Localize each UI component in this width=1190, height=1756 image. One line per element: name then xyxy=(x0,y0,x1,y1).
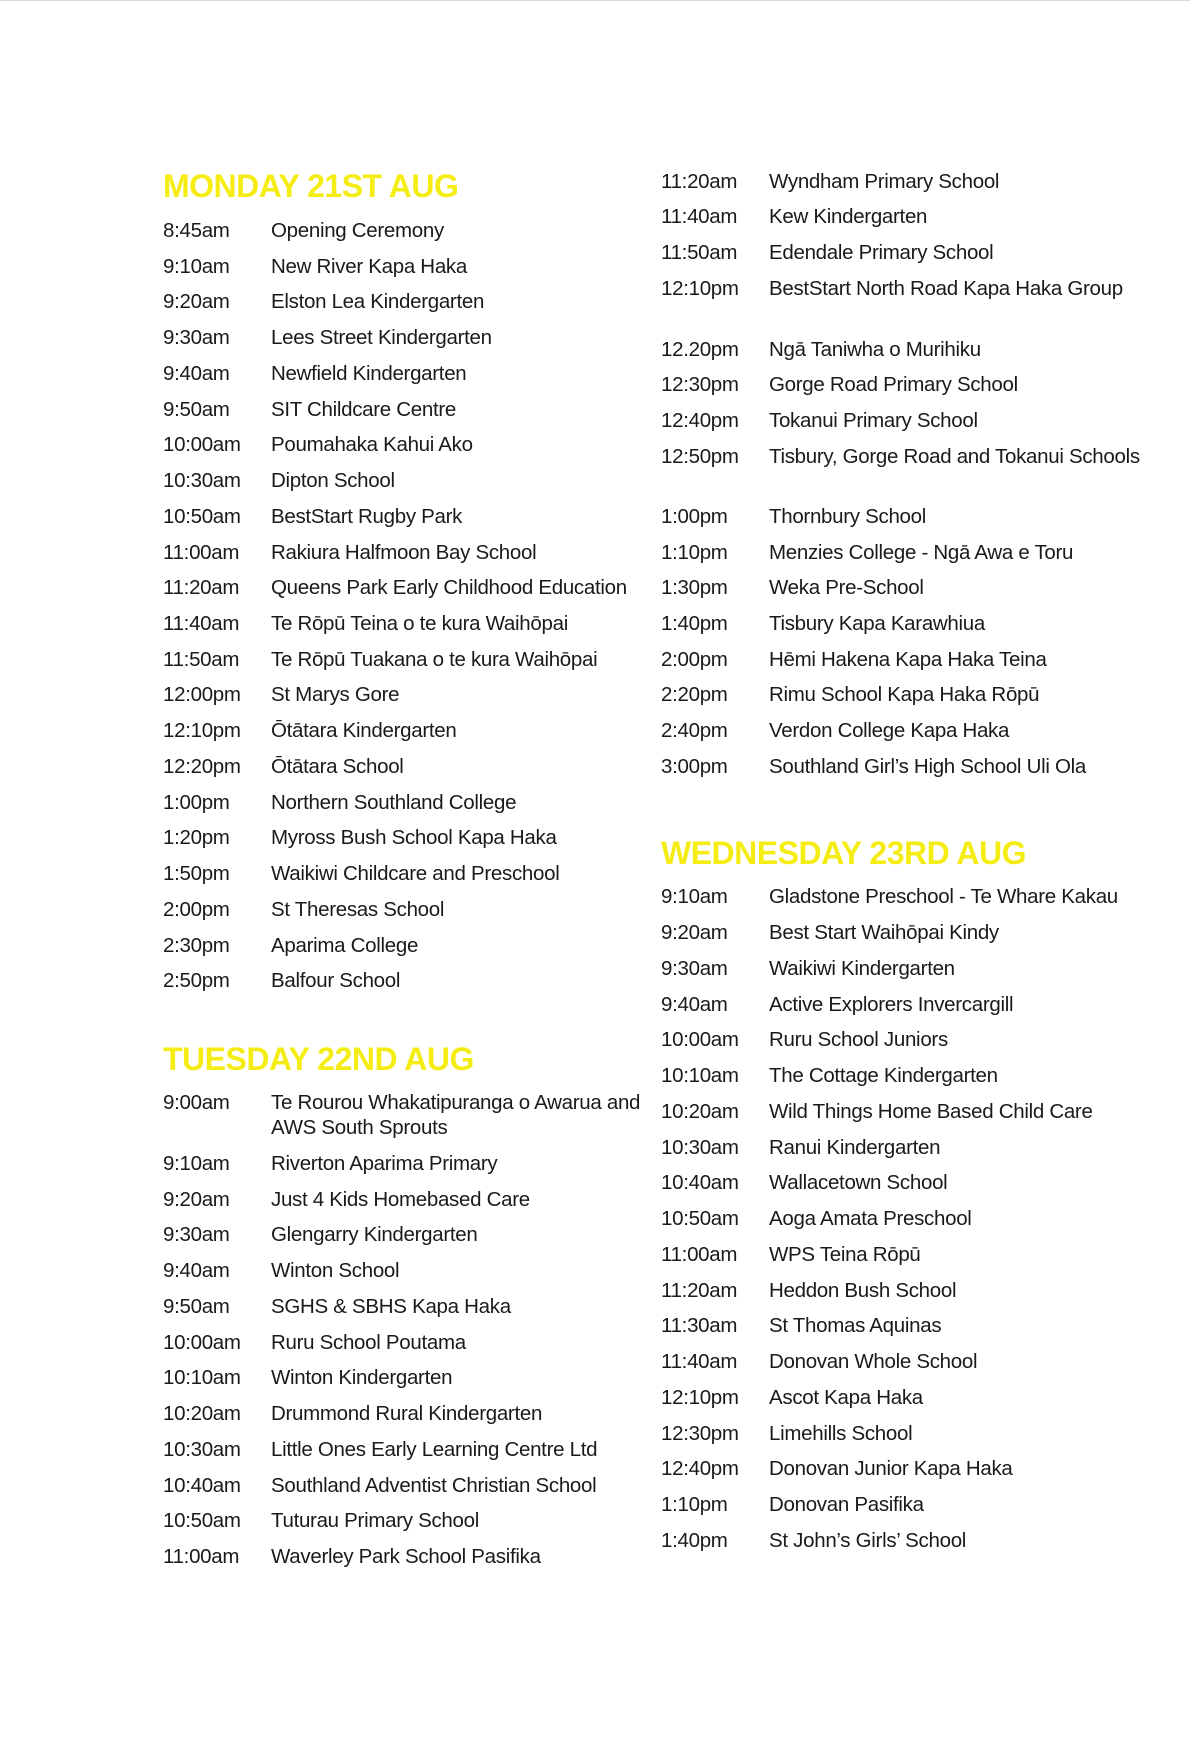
schedule-entry xyxy=(163,1258,641,1283)
entry-name: Edendale Primary School xyxy=(769,241,994,264)
schedule-entry xyxy=(661,1135,1149,1160)
entry-name: SIT Childcare Centre xyxy=(271,398,457,421)
entry-name: Ngā Taniwha o Murihiku xyxy=(769,338,981,361)
entry-time: 2:50pm xyxy=(163,969,230,992)
entry-time: 10:30am xyxy=(661,1136,739,1159)
schedule-entry xyxy=(661,956,1149,981)
entry-time: 9:20am xyxy=(661,921,728,944)
entry-name: BestStart Rugby Park xyxy=(271,505,463,528)
entry-name: Gorge Road Primary School xyxy=(769,373,1018,396)
schedule-entry xyxy=(661,1099,1149,1124)
schedule-entry xyxy=(661,611,1149,636)
entry-time: 10:40am xyxy=(661,1171,739,1194)
entry-name: Weka Pre-School xyxy=(769,576,924,599)
schedule-entry xyxy=(661,647,1149,672)
schedule-entry xyxy=(163,1508,641,1533)
entry-name: Tisbury Kapa Karawhiua xyxy=(769,612,985,635)
entry-time: 11:20am xyxy=(163,576,240,599)
entry-time: 2:00pm xyxy=(163,898,230,921)
schedule-entry xyxy=(661,1313,1149,1338)
entry-time: 12:30pm xyxy=(661,1422,739,1445)
schedule-entry xyxy=(163,1294,641,1319)
schedule-entry xyxy=(163,1151,641,1176)
schedule-entry xyxy=(163,1365,641,1390)
schedule-entry xyxy=(163,754,641,779)
entry-time: 12:30pm xyxy=(661,373,739,396)
schedule-entry xyxy=(163,397,641,422)
entry-time: 11:30am xyxy=(661,1314,738,1337)
entry-name: Limehills School xyxy=(769,1422,913,1445)
entry-time: 1:30pm xyxy=(661,576,728,599)
schedule-entry xyxy=(661,240,1149,265)
entry-name: Northern Southland College xyxy=(271,791,517,814)
entry-time: 12:10pm xyxy=(661,277,739,300)
schedule-entry xyxy=(163,1222,641,1247)
entry-time: 10:50am xyxy=(661,1207,739,1230)
entry-name: Dipton School xyxy=(271,469,395,492)
entry-time: 9:40am xyxy=(163,1259,230,1282)
entry-time: 11:00am xyxy=(661,1243,738,1266)
schedule-entry xyxy=(661,682,1149,707)
entry-name: Ōtātara School xyxy=(271,755,404,778)
entry-name: Lees Street Kindergarten xyxy=(271,326,492,349)
entry-time: 10:30am xyxy=(163,1438,241,1461)
schedule-entry xyxy=(163,790,641,815)
schedule-entry xyxy=(661,337,1149,362)
schedule-entry xyxy=(163,647,641,672)
entry-name: Ranui Kindergarten xyxy=(769,1136,941,1159)
entry-name: Rakiura Halfmoon Bay School xyxy=(271,541,537,564)
entry-name: Te Rōpū Tuakana o te kura Waihōpai xyxy=(271,648,598,671)
schedule-entry xyxy=(163,289,641,314)
schedule-entry xyxy=(163,254,641,279)
entry-name: Verdon College Kapa Haka xyxy=(769,719,1010,742)
entry-name: Ruru School Juniors xyxy=(769,1028,948,1051)
entry-name: Te Rourou Whakatipuranga o Awarua and AWS South Sprouts xyxy=(271,1091,641,1139)
entry-name: Donovan Junior Kapa Haka xyxy=(769,1457,1013,1480)
entry-time: 9:30am xyxy=(163,326,230,349)
schedule-entry xyxy=(661,1528,1149,1553)
entry-time: 11:50am xyxy=(163,648,240,671)
schedule-entry xyxy=(163,1544,641,1569)
entry-time: 1:10pm xyxy=(661,1493,728,1516)
entry-time: 1:50pm xyxy=(163,862,230,885)
entry-name: Wild Things Home Based Child Care xyxy=(769,1100,1093,1123)
schedule-entry xyxy=(661,540,1149,565)
entry-name: Aparima College xyxy=(271,934,419,957)
entry-time: 9:50am xyxy=(163,1295,230,1318)
entry-name: Just 4 Kids Homebased Care xyxy=(271,1188,530,1211)
entry-name: Waikiwi Kindergarten xyxy=(769,957,955,980)
entry-time: 10:10am xyxy=(661,1064,739,1087)
entry-name: Newfield Kindergarten xyxy=(271,362,467,385)
entry-time: 2:40pm xyxy=(661,719,728,742)
entry-name: Kew Kindergarten xyxy=(769,205,928,228)
schedule-entry xyxy=(163,1401,641,1426)
entry-time: 9:40am xyxy=(661,993,728,1016)
entry-time: 12:40pm xyxy=(661,1457,739,1480)
entry-name: The Cottage Kindergarten xyxy=(769,1064,998,1087)
entry-name: Little Ones Early Learning Centre Ltd xyxy=(271,1438,598,1461)
entry-time: 1:20pm xyxy=(163,826,230,849)
entry-name: Donovan Whole School xyxy=(769,1350,978,1373)
schedule-entry xyxy=(163,1330,641,1355)
entry-name: St Marys Gore xyxy=(271,683,400,706)
schedule-entry xyxy=(163,861,641,886)
entry-time: 12:10pm xyxy=(661,1386,739,1409)
schedule-entry xyxy=(661,992,1149,1017)
entry-name: Donovan Pasifika xyxy=(769,1493,924,1516)
entry-time: 10:00am xyxy=(661,1028,739,1051)
entry-time: 10:50am xyxy=(163,1509,241,1532)
entry-name: Menzies College - Ngā Awa e Toru xyxy=(769,541,1074,564)
entry-name: BestStart North Road Kapa Haka Group xyxy=(769,277,1123,300)
entry-name: New River Kapa Haka xyxy=(271,255,467,278)
entry-name: Heddon Bush School xyxy=(769,1279,957,1302)
schedule-entry xyxy=(661,1278,1149,1303)
entry-time: 1:40pm xyxy=(661,1529,728,1552)
entry-name: Thornbury School xyxy=(769,505,927,528)
entry-name: Rimu School Kapa Haka Rōpū xyxy=(769,683,1040,706)
schedule-entry xyxy=(661,504,1149,529)
entry-time: 11:00am xyxy=(163,541,240,564)
schedule-entry xyxy=(661,718,1149,743)
entry-name: Winton School xyxy=(271,1259,400,1282)
entry-time: 10:40am xyxy=(163,1474,241,1497)
schedule-entry xyxy=(163,968,641,993)
page-top-border xyxy=(0,0,1190,1)
entry-time: 10:10am xyxy=(163,1366,241,1389)
entry-time: 10:00am xyxy=(163,433,241,456)
schedule-entry xyxy=(163,218,641,243)
entry-time: 1:40pm xyxy=(661,612,728,635)
entry-name: Queens Park Early Childhood Education xyxy=(271,576,627,599)
entry-time: 2:30pm xyxy=(163,934,230,957)
schedule-entry xyxy=(163,1090,641,1140)
entry-name: Active Explorers Invercargill xyxy=(769,993,1014,1016)
schedule-entry xyxy=(163,718,641,743)
entry-time: 12.20pm xyxy=(661,338,739,361)
schedule-entry xyxy=(163,325,641,350)
schedule-entry xyxy=(163,575,641,600)
entry-time: 11:20am xyxy=(661,170,738,193)
entry-name: St Thomas Aquinas xyxy=(769,1314,942,1337)
day-heading-monday: MONDAY 21ST AUG xyxy=(163,168,459,204)
entry-name: Ascot Kapa Haka xyxy=(769,1386,923,1409)
schedule-entry xyxy=(163,682,641,707)
entry-name: Balfour School xyxy=(271,969,401,992)
entry-time: 2:20pm xyxy=(661,683,728,706)
schedule-entry xyxy=(163,361,641,386)
entry-name: Best Start Waihōpai Kindy xyxy=(769,921,999,944)
schedule-entry xyxy=(661,1456,1149,1481)
schedule-entry xyxy=(661,1206,1149,1231)
schedule-entry xyxy=(661,1421,1149,1446)
entry-name: Hēmi Hakena Kapa Haka Teina xyxy=(769,648,1047,671)
entry-time: 1:00pm xyxy=(163,791,230,814)
entry-name: Poumahaka Kahui Ako xyxy=(271,433,473,456)
entry-time: 9:10am xyxy=(661,885,728,908)
schedule-entry xyxy=(661,884,1149,909)
entry-name: Wallacetown School xyxy=(769,1171,948,1194)
entry-time: 11:20am xyxy=(661,1279,738,1302)
entry-name: Tisbury, Gorge Road and Tokanui Schools xyxy=(769,445,1140,468)
entry-name: Gladstone Preschool - Te Whare Kakau xyxy=(769,885,1118,908)
entry-name: St John’s Girls’ School xyxy=(769,1529,967,1552)
schedule-entry xyxy=(163,611,641,636)
entry-time: 2:00pm xyxy=(661,648,728,671)
entry-name: Drummond Rural Kindergarten xyxy=(271,1402,543,1425)
entry-name: Ōtātara Kindergarten xyxy=(271,719,457,742)
entry-time: 9:00am xyxy=(163,1091,230,1114)
schedule-entry xyxy=(661,1242,1149,1267)
entry-time: 12:50pm xyxy=(661,445,739,468)
entry-time: 9:50am xyxy=(163,398,230,421)
entry-time: 10:20am xyxy=(163,1402,241,1425)
entry-time: 9:10am xyxy=(163,1152,230,1175)
entry-time: 10:20am xyxy=(661,1100,739,1123)
entry-time: 11:40am xyxy=(163,612,240,635)
entry-time: 9:30am xyxy=(661,957,728,980)
schedule-entry xyxy=(661,1170,1149,1195)
schedule-entry xyxy=(661,169,1149,194)
schedule-entry xyxy=(661,1027,1149,1052)
schedule-entry xyxy=(163,432,641,457)
entry-name: Winton Kindergarten xyxy=(271,1366,453,1389)
entry-time: 9:40am xyxy=(163,362,230,385)
schedule-entry xyxy=(661,408,1149,433)
entry-time: 12:20pm xyxy=(163,755,241,778)
entry-name: Glengarry Kindergarten xyxy=(271,1223,478,1246)
schedule-entry xyxy=(163,825,641,850)
entry-name: Wyndham Primary School xyxy=(769,170,1000,193)
schedule-entry xyxy=(163,504,641,529)
entry-name: Riverton Aparima Primary xyxy=(271,1152,498,1175)
schedule-entry xyxy=(661,754,1149,779)
entry-time: 11:40am xyxy=(661,205,738,228)
entry-time: 12:40pm xyxy=(661,409,739,432)
day-heading-tuesday: TUESDAY 22ND AUG xyxy=(163,1041,474,1077)
entry-name: Elston Lea Kindergarten xyxy=(271,290,485,313)
entry-name: Opening Ceremony xyxy=(271,219,444,242)
entry-time: 1:10pm xyxy=(661,541,728,564)
entry-time: 12:00pm xyxy=(163,683,241,706)
schedule-entry xyxy=(661,575,1149,600)
entry-time: 10:50am xyxy=(163,505,241,528)
schedule-entry xyxy=(163,468,641,493)
entry-time: 11:50am xyxy=(661,241,738,264)
day-heading-wednesday: WEDNESDAY 23RD AUG xyxy=(661,835,1027,871)
entry-time: 10:30am xyxy=(163,469,241,492)
entry-name: Tuturau Primary School xyxy=(271,1509,479,1532)
schedule-entry xyxy=(661,1385,1149,1410)
entry-time: 12:10pm xyxy=(163,719,241,742)
schedule-entry xyxy=(163,933,641,958)
schedule-entry xyxy=(163,540,641,565)
schedule-entry xyxy=(661,1349,1149,1374)
schedule-entry xyxy=(163,897,641,922)
entry-time: 11:40am xyxy=(661,1350,738,1373)
entry-time: 8:45am xyxy=(163,219,230,242)
entry-time: 9:30am xyxy=(163,1223,230,1246)
entry-name: Myross Bush School Kapa Haka xyxy=(271,826,557,849)
schedule-entry xyxy=(661,444,1149,469)
schedule-entry xyxy=(661,1063,1149,1088)
entry-name: Waikiwi Childcare and Preschool xyxy=(271,862,560,885)
entry-name: SGHS & SBHS Kapa Haka xyxy=(271,1295,511,1318)
entry-name: Ruru School Poutama xyxy=(271,1331,466,1354)
schedule-entry xyxy=(661,920,1149,945)
entry-name: WPS Teina Rōpū xyxy=(769,1243,921,1266)
entry-time: 10:00am xyxy=(163,1331,241,1354)
entry-name: Tokanui Primary School xyxy=(769,409,978,432)
entry-time: 9:20am xyxy=(163,290,230,313)
entry-time: 11:00am xyxy=(163,1545,240,1568)
schedule-entry xyxy=(661,204,1149,229)
schedule-entry xyxy=(163,1187,641,1212)
entry-name: Te Rōpū Teina o te kura Waihōpai xyxy=(271,612,568,635)
schedule-entry xyxy=(661,1492,1149,1517)
entry-time: 9:20am xyxy=(163,1188,230,1211)
entry-time: 9:10am xyxy=(163,255,230,278)
entry-name: Aoga Amata Preschool xyxy=(769,1207,972,1230)
entry-name: Southland Girl’s High School Uli Ola xyxy=(769,755,1086,778)
schedule-entry xyxy=(661,276,1149,301)
entry-time: 3:00pm xyxy=(661,755,728,778)
schedule-entry xyxy=(163,1473,641,1498)
entry-name: Waverley Park School Pasifika xyxy=(271,1545,541,1568)
entry-time: 1:00pm xyxy=(661,505,728,528)
schedule-entry xyxy=(163,1437,641,1462)
entry-name: Southland Adventist Christian School xyxy=(271,1474,597,1497)
entry-name: St Theresas School xyxy=(271,898,445,921)
schedule-entry xyxy=(661,372,1149,397)
